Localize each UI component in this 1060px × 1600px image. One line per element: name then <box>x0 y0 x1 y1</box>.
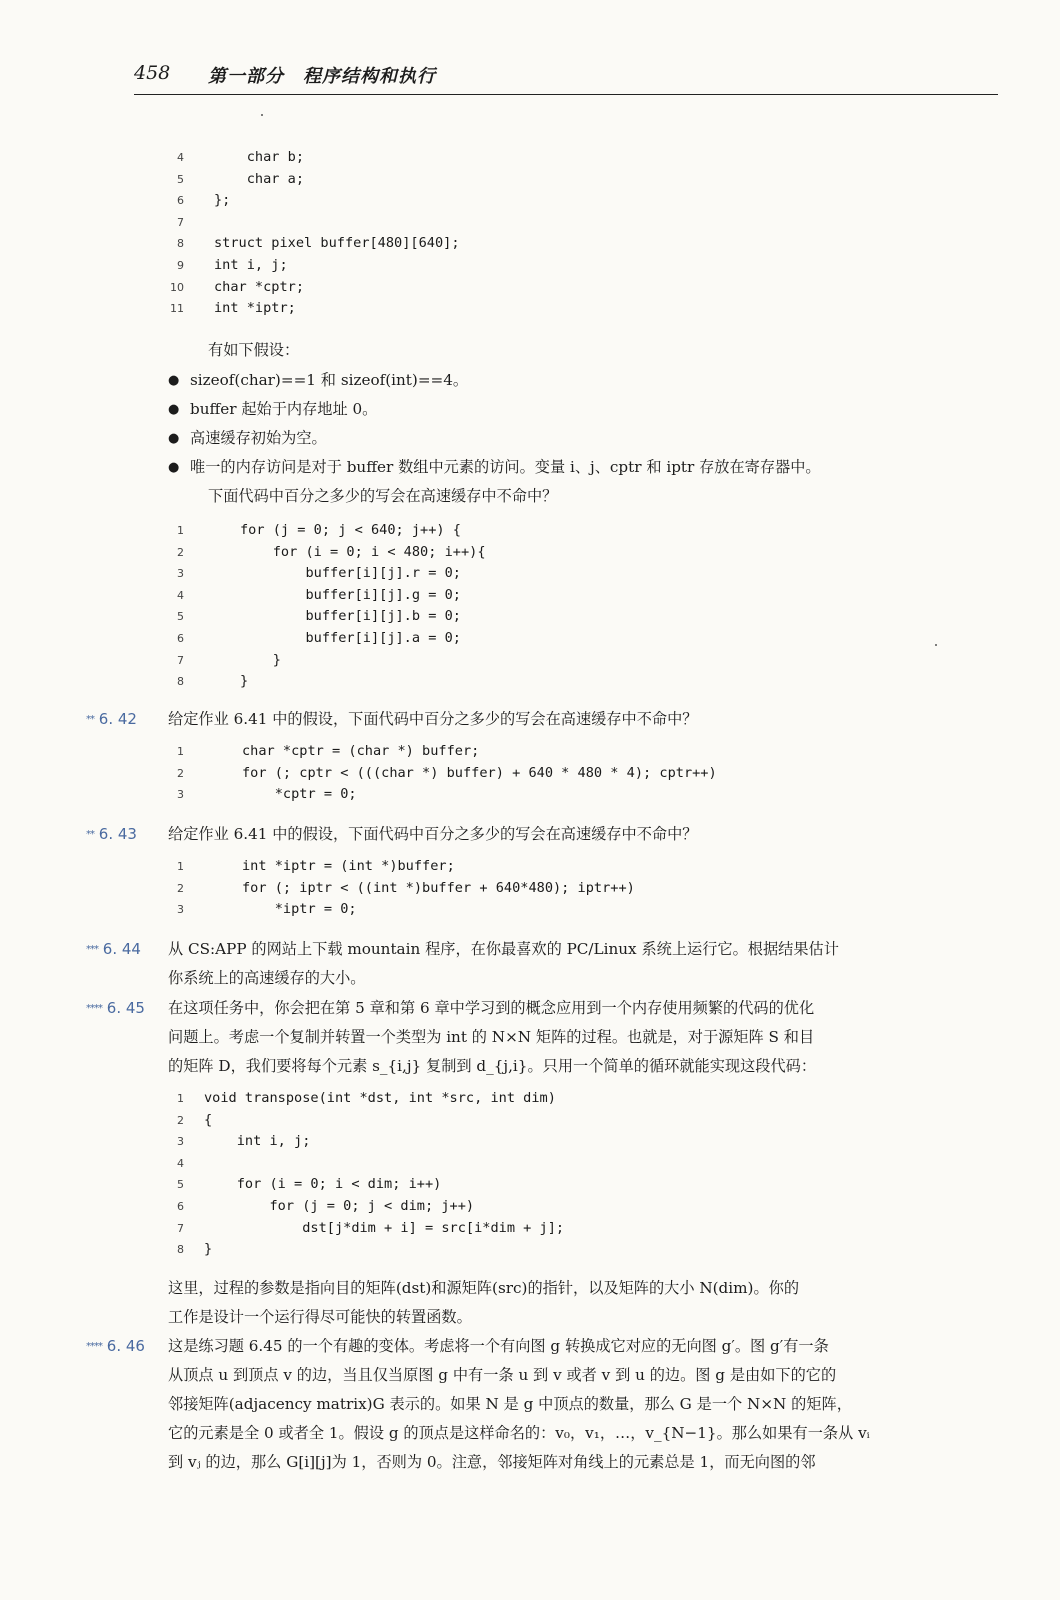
assumption-item: ● sizeof(char)==1 和 sizeof(int)==4。 <box>168 366 1008 395</box>
exercise-number: ** 6. 43 <box>86 825 137 843</box>
exercise-number: *** 6. 44 <box>86 940 141 958</box>
exercise-number: ** 6. 42 <box>86 710 137 728</box>
page-header <box>134 62 998 95</box>
exercise-text: 在这项任务中，你会把在第 5 章和第 6 章中学习到的概念应用到一个内存使用频繁的代码的优化 问题上。考虑一个复制并转置一个类型为 int 的 N×N 矩阵的过程。也就是，对于源矩阵 S 和目 的矩阵 D，我们要将每个元素 s_{i,j} 复制到 d_{j,i}。只用一个简单的循环就能实现这段代码： <box>168 999 817 1075</box>
stray-dot <box>935 644 937 646</box>
stray-dot <box>261 114 263 116</box>
running-title: 第一部分 程序结构和执行 <box>208 66 436 87</box>
assumption-item: ● 唯一的内存访问是对于 buffer 数组中元素的访问。变量 i、j、cptr 和 iptr 存放在寄存器中。 下面代码中百分之多少的写会在高速缓存中不命中？ <box>168 453 1008 511</box>
exercise-text: 给定作业 6.41 中的假设，下面代码中百分之多少的写会在高速缓存中不命中？ <box>168 710 698 728</box>
assumption-list <box>168 366 1008 511</box>
exercise-text: 从 CS:APP 的网站上下载 mountain 程序，在你最喜欢的 PC/Linux 系统上运行它。根据结果估计 你系统上的高速缓存的大小。 <box>168 940 839 987</box>
page-number: 458 <box>134 62 171 84</box>
exercise-number: **** 6. 45 <box>86 999 145 1017</box>
exercise-6-45-followup: 这里，过程的参数是指向目的矩阵(dst)和源矩阵(src)的指针，以及矩阵的大小 N(dim)。你的 工作是设计一个运行得尽可能快的转置函数。 <box>168 1279 800 1326</box>
exercise-text: 给定作业 6.41 中的假设，下面代码中百分之多少的写会在高速缓存中不命中？ <box>168 825 698 843</box>
exercise-number: **** 6. 46 <box>86 1337 145 1355</box>
assumption-item: ● 高速缓存初始为空。 <box>168 424 1008 453</box>
assumptions-intro: 有如下假设： <box>208 341 300 359</box>
exercise-text: 这是练习题 6.45 的一个有趣的变体。考虑将一个有向图 g 转换成它对应的无向图 g′。图 g′有一条 从顶点 u 到顶点 v 的边，当且仅当原图 g 中有一条 u 到 v 或者 v 到 u 的边。图 g 是由如下的它的 邻接矩阵(adjacency matrix)G 表示的。如果 N 是 g 中顶点的数量，那么 G 是一个 N×N 的矩阵， 它的元素是全 0 或者全 1。假设 g 的顶点是这样命名的：v₀，v₁，…，v_{N−1}。那么如果有一条从 vᵢ 到 vⱼ 的边，那么 G[i][j]为 1，否则为 0。注意，邻接矩阵对角线上的元素总是 1，而无向图的邻 <box>168 1337 870 1471</box>
assumption-item: ● buffer 起始于内存地址 0。 <box>168 395 1008 424</box>
